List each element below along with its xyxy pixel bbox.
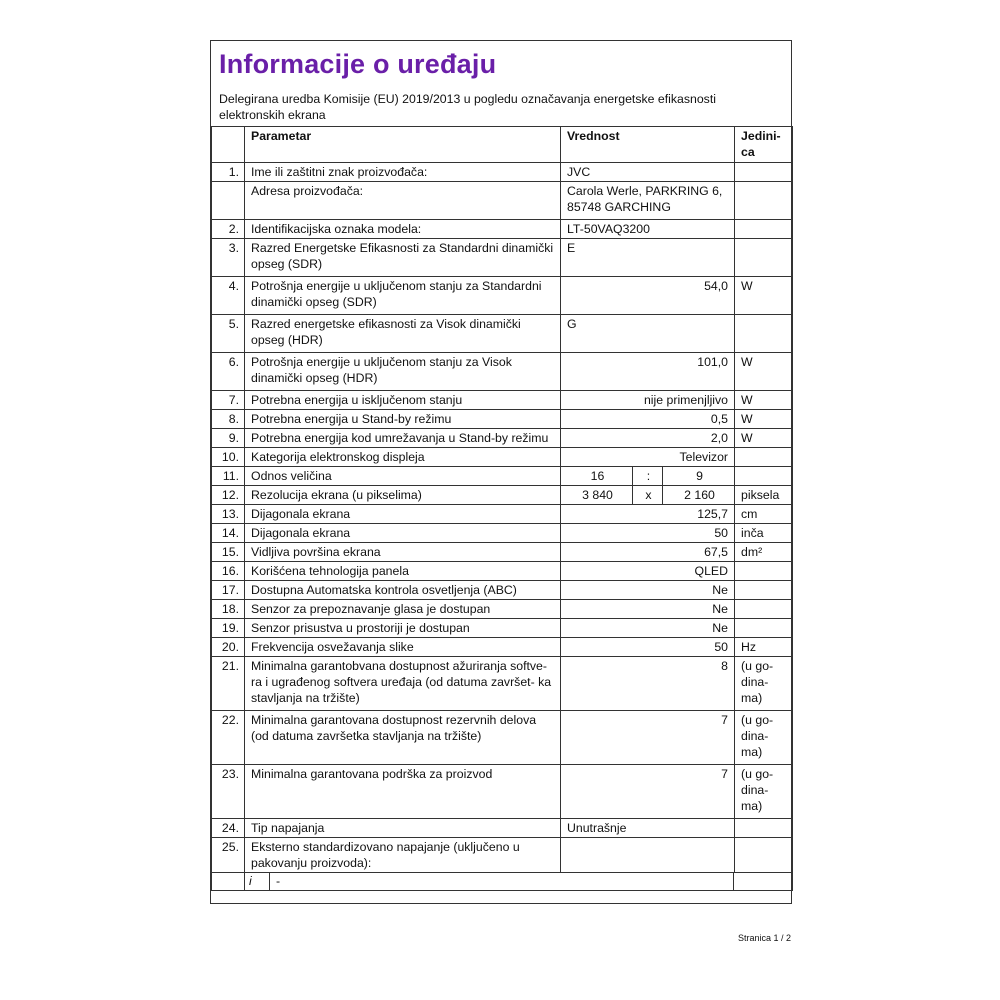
table-header-row (212, 127, 793, 163)
row-value: 50 (561, 524, 735, 543)
table-row (212, 543, 793, 562)
row-unit: (u go- dina- ma) (735, 765, 793, 819)
row-parameter: Eksterno standardizovano napajanje (uključeno u pakovanju proizvoda): (245, 838, 561, 873)
page-subtitle: Delegirana uredba Komisije (EU) 2019/2013 u pogledu označavanja energetske efikasnosti elektronskih ekrana (219, 92, 716, 122)
sub-row-label: i (245, 873, 270, 890)
table-row (212, 505, 793, 524)
row-number: 22. (212, 711, 245, 765)
row-number: 7. (212, 391, 245, 410)
row-parameter: Razred Energetske Efikasnosti za Standardni dinamički opseg (SDR) (245, 239, 561, 277)
row-unit (735, 163, 793, 182)
row-parameter: Identifikacijska oznaka modela: (245, 220, 561, 239)
row-unit: W (735, 410, 793, 429)
row-parameter: Ime ili zaštitni znak proizvođača: (245, 163, 561, 182)
row-number: 18. (212, 600, 245, 619)
table-row (212, 163, 793, 182)
table-row (212, 315, 793, 353)
row-parameter: Korišćena tehnologija panela (245, 562, 561, 581)
header-value: Vrednost (561, 127, 735, 163)
row-unit: (u go- dina- ma) (735, 711, 793, 765)
table-row (212, 391, 793, 410)
row-number: 6. (212, 353, 245, 391)
row-parameter: Potrebna energija u isključenom stanju (245, 391, 561, 410)
row-unit (735, 838, 793, 873)
row-value: 0,5 (561, 410, 735, 429)
row-parameter: Dijagonala ekrana (245, 505, 561, 524)
row-unit: W (735, 277, 793, 315)
product-information-sheet (210, 40, 792, 904)
table-row (212, 619, 793, 638)
row-value: 67,5 (561, 543, 735, 562)
header-parameter: Parametar (245, 127, 561, 163)
row-number: 17. (212, 581, 245, 600)
row-number: 11. (212, 467, 245, 486)
row-value: Televizor (561, 448, 735, 467)
sub-row (245, 873, 793, 891)
row-parameter: Dostupna Automatska kontrola osvetljenja (ABC) (245, 581, 561, 600)
table-row (212, 448, 793, 467)
row-unit (735, 581, 793, 600)
table-row (212, 467, 793, 486)
table-row (212, 638, 793, 657)
row-parameter: Tip napajanja (245, 819, 561, 838)
parameters-table (211, 126, 793, 891)
row-unit (735, 315, 793, 353)
row-unit: cm (735, 505, 793, 524)
row-value: 7 (561, 711, 735, 765)
row-value: Ne (561, 600, 735, 619)
row-parameter: Frekvencija osvežavanja slike (245, 638, 561, 657)
row-unit: W (735, 391, 793, 410)
row-unit (735, 467, 793, 486)
page-title: Informacije o uređaju (219, 49, 497, 79)
row-value-a: 16 (561, 467, 633, 486)
table-row (212, 711, 793, 765)
row-parameter: Dijagonala ekrana (245, 524, 561, 543)
row-unit (735, 220, 793, 239)
row-unit (735, 448, 793, 467)
table-row (212, 581, 793, 600)
table-row (212, 600, 793, 619)
row-value: Carola Werle, PARKRING 6, 85748 GARCHING (561, 182, 735, 220)
table-row (212, 353, 793, 391)
row-number: 10. (212, 448, 245, 467)
row-value-a: 3 840 (561, 486, 633, 505)
row-number: 1. (212, 163, 245, 182)
row-unit (735, 562, 793, 581)
row-number: 16. (212, 562, 245, 581)
row-parameter: Senzor prisustva u prostoriji je dostupan (245, 619, 561, 638)
row-parameter: Odnos veličina (245, 467, 561, 486)
row-parameter: Potrošnja energije u uključenom stanju za Standardni dinamički opseg (SDR) (245, 277, 561, 315)
row-parameter: Kategorija elektronskog displeja (245, 448, 561, 467)
row-value: 54,0 (561, 277, 735, 315)
table-row (212, 873, 793, 891)
row-number: 14. (212, 524, 245, 543)
row-unit: piksela (735, 486, 793, 505)
row-unit: W (735, 429, 793, 448)
sub-row-value: - (270, 873, 734, 890)
row-number: 3. (212, 239, 245, 277)
page-number: Stranica 1 / 2 (738, 933, 792, 943)
table-row (212, 562, 793, 581)
row-value: Ne (561, 581, 735, 600)
row-value: 50 (561, 638, 735, 657)
row-parameter: Potrebna energija kod umrežavanja u Stand-by režimu (245, 429, 561, 448)
row-value: 7 (561, 765, 735, 819)
row-parameter: Minimalna garantobvana dostupnost ažuriranja softve-ra i ugrađenog softvera uređaja (od datuma završet- ka stavljanja na tržište) (245, 657, 561, 711)
table-row (212, 486, 793, 505)
table-row (212, 182, 793, 220)
row-parameter: Vidljiva površina ekrana (245, 543, 561, 562)
row-parameter: Potrošnja energije u uključenom stanju za Visok dinamički opseg (HDR) (245, 353, 561, 391)
row-value: Unutrašnje (561, 819, 735, 838)
row-parameter: Minimalna garantovana podrška za proizvod (245, 765, 561, 819)
row-parameter: Potrebna energija u Stand-by režimu (245, 410, 561, 429)
row-value: QLED (561, 562, 735, 581)
row-number: 24. (212, 819, 245, 838)
row-number: 5. (212, 315, 245, 353)
header-unit: Jedini- ca (735, 127, 793, 163)
row-value: 2,0 (561, 429, 735, 448)
row-value: nije primenjljivo (561, 391, 735, 410)
row-number: 23. (212, 765, 245, 819)
row-number: 8. (212, 410, 245, 429)
row-value: G (561, 315, 735, 353)
table-row (212, 819, 793, 838)
row-unit: inča (735, 524, 793, 543)
row-value-separator: x (633, 486, 663, 505)
row-number: 15. (212, 543, 245, 562)
row-number: 13. (212, 505, 245, 524)
table-row (212, 765, 793, 819)
row-value: Ne (561, 619, 735, 638)
row-number: 19. (212, 619, 245, 638)
row-number: 25. (212, 838, 245, 873)
row-unit (735, 600, 793, 619)
row-unit (735, 182, 793, 220)
row-parameter: Senzor za prepoznavanje glasa je dostupan (245, 600, 561, 619)
row-number: 21. (212, 657, 245, 711)
header-num-cell (212, 127, 245, 163)
row-unit (735, 619, 793, 638)
row-value: 8 (561, 657, 735, 711)
sub-row-inner (245, 873, 792, 890)
row-value-separator: : (633, 467, 663, 486)
row-value: E (561, 239, 735, 277)
sub-row-unit (734, 873, 792, 890)
row-unit: dm² (735, 543, 793, 562)
row-parameter: Razred energetske efikasnosti za Visok dinamički opseg (HDR) (245, 315, 561, 353)
row-number (212, 182, 245, 220)
row-parameter: Adresa proizvođača: (245, 182, 561, 220)
table-row (212, 220, 793, 239)
table-row (212, 277, 793, 315)
row-unit: (u go- dina- ma) (735, 657, 793, 711)
row-number: 9. (212, 429, 245, 448)
row-value: JVC (561, 163, 735, 182)
row-parameter: Rezolucija ekrana (u pikselima) (245, 486, 561, 505)
row-value: 101,0 (561, 353, 735, 391)
table-row (212, 429, 793, 448)
row-number: 4. (212, 277, 245, 315)
table-row (212, 524, 793, 543)
row-number: 12. (212, 486, 245, 505)
row-value (561, 838, 735, 873)
table-row (212, 657, 793, 711)
row-value: LT-50VAQ3200 (561, 220, 735, 239)
row-number: 2. (212, 220, 245, 239)
row-value: 125,7 (561, 505, 735, 524)
row-unit: Hz (735, 638, 793, 657)
row-parameter: Minimalna garantovana dostupnost rezervnih delova (od datuma završetka stavljanja na tržište) (245, 711, 561, 765)
row-unit: W (735, 353, 793, 391)
table-row (212, 239, 793, 277)
row-value-b: 2 160 (663, 486, 735, 505)
row-number (212, 873, 245, 891)
row-unit (735, 819, 793, 838)
row-unit (735, 239, 793, 277)
table-row (212, 410, 793, 429)
row-value-b: 9 (663, 467, 735, 486)
table-row (212, 838, 793, 873)
row-number: 20. (212, 638, 245, 657)
